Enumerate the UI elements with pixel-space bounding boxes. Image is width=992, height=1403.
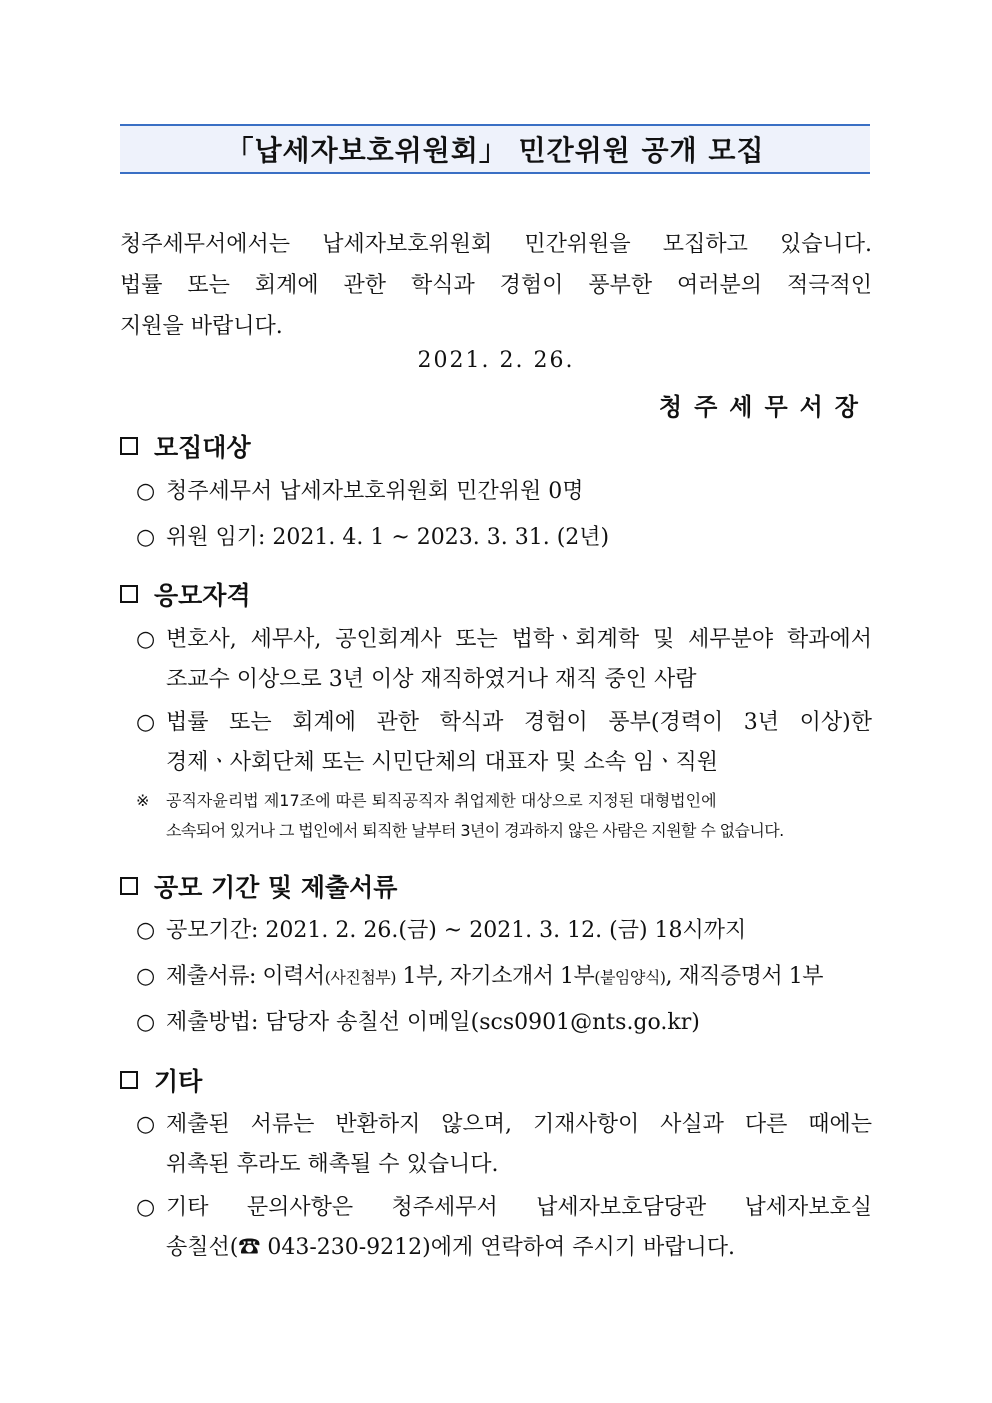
circle-bullet-icon: ○: [136, 964, 156, 989]
checkbox-square-icon: [120, 585, 138, 603]
intro-paragraph: [120, 224, 872, 347]
intro-line: 지원을 바랍니다.: [120, 314, 283, 339]
item-text-part: 제출서류: 이력서: [166, 964, 325, 989]
title-box: [120, 124, 870, 174]
section-heading: [120, 1062, 202, 1098]
item-text: 송칠선(☎ 043-230-9212)에게 연락하여 주시기 바랍니다.: [166, 1235, 736, 1260]
item-text: 제출된 서류는 반환하지 않으며, 기재사항이 사실과 다른 때에는: [166, 1112, 872, 1137]
list-item: [136, 1003, 872, 1043]
circle-bullet-icon: ○: [136, 525, 156, 550]
item-text-part: (붙임양식): [594, 968, 666, 987]
item-text: 제출방법: 담당자 송칠선 이메일(scs0901@nts.go.kr): [166, 1010, 700, 1035]
item-text-part: (사진첨부): [324, 968, 396, 987]
item-text: 청주세무서 납세자보호위원회 민간위원 0명: [166, 479, 584, 504]
list-item: [136, 1105, 872, 1185]
checkbox-square-icon: [120, 877, 138, 895]
item-text: 조교수 이상으로 3년 이상 재직하였거나 재직 중인 사람: [166, 667, 697, 692]
item-text: 공모기간: 2021. 2. 26.(금) ~ 2021. 3. 12. (금) 18시까지: [166, 918, 747, 943]
section-heading: [120, 868, 397, 904]
circle-bullet-icon: ○: [136, 1195, 156, 1220]
section-title: 응모자격: [154, 581, 251, 610]
date: 2021. 2. 26.: [417, 348, 575, 373]
list-item: [136, 911, 872, 951]
checkbox-square-icon: [120, 437, 138, 455]
circle-bullet-icon: ○: [136, 918, 156, 943]
item-text-part: , 재직증명서 1부: [665, 964, 824, 989]
circle-bullet-icon: ○: [136, 479, 156, 504]
signer: 청주세무서장: [658, 392, 870, 421]
circle-bullet-icon: ○: [136, 1010, 156, 1035]
list-item: [136, 1188, 872, 1268]
checkbox-square-icon: [120, 1071, 138, 1089]
list-item: [136, 957, 872, 998]
reference-mark-icon: ※: [136, 791, 150, 810]
note-text: 공직자윤리법 제17조에 따른 퇴직공직자 취업제한 대상으로 지정된 대형법인에: [166, 791, 717, 810]
note-text: 소속되어 있거나 그 법인에서 퇴직한 날부터 3년이 경과하지 않은 사람은 지원할 수 없습니다.: [166, 821, 784, 840]
item-text: 기타 문의사항은 청주세무서 납세자보호담당관 납세자보호실: [166, 1195, 872, 1220]
list-item: [136, 518, 872, 558]
section-title: 기타: [154, 1067, 203, 1096]
intro-line: 청주세무서에서는 납세자보호위원회 민간위원을 모집하고 있습니다.: [120, 232, 872, 257]
list-item: [136, 620, 872, 700]
circle-bullet-icon: ○: [136, 627, 156, 652]
section-heading: [120, 576, 251, 612]
list-item: [136, 472, 872, 512]
item-text: 법률 또는 회계에 관한 학식과 경험이 풍부(경력이 3년 이상)한: [166, 710, 872, 735]
section-title: 모집대상: [154, 433, 251, 462]
list-item: [136, 703, 872, 783]
item-text: 변호사, 세무사, 공인회계사 또는 법학ㆍ회계학 및 세무분야 학과에서: [166, 627, 872, 652]
item-text-part: 1부, 자기소개서 1부: [395, 964, 595, 989]
page-title: 「납세자보호위원회」 민간위원 공개 모집: [225, 134, 765, 167]
item-text: 경제ㆍ사회단체 또는 시민단체의 대표자 및 소속 임ㆍ직원: [166, 750, 719, 775]
item-text: 위촉된 후라도 해촉될 수 있습니다.: [166, 1152, 499, 1177]
item-text: 위원 임기: 2021. 4. 1 ~ 2023. 3. 31. (2년): [166, 525, 610, 550]
circle-bullet-icon: ○: [136, 1112, 156, 1137]
section-heading: [120, 428, 251, 464]
intro-line: 법률 또는 회계에 관한 학식과 경험이 풍부한 여러분의 적극적인: [120, 273, 872, 298]
section-title: 공모 기간 및 제출서류: [154, 873, 398, 902]
note: [136, 786, 872, 846]
item-text: [166, 957, 872, 998]
circle-bullet-icon: ○: [136, 710, 156, 735]
